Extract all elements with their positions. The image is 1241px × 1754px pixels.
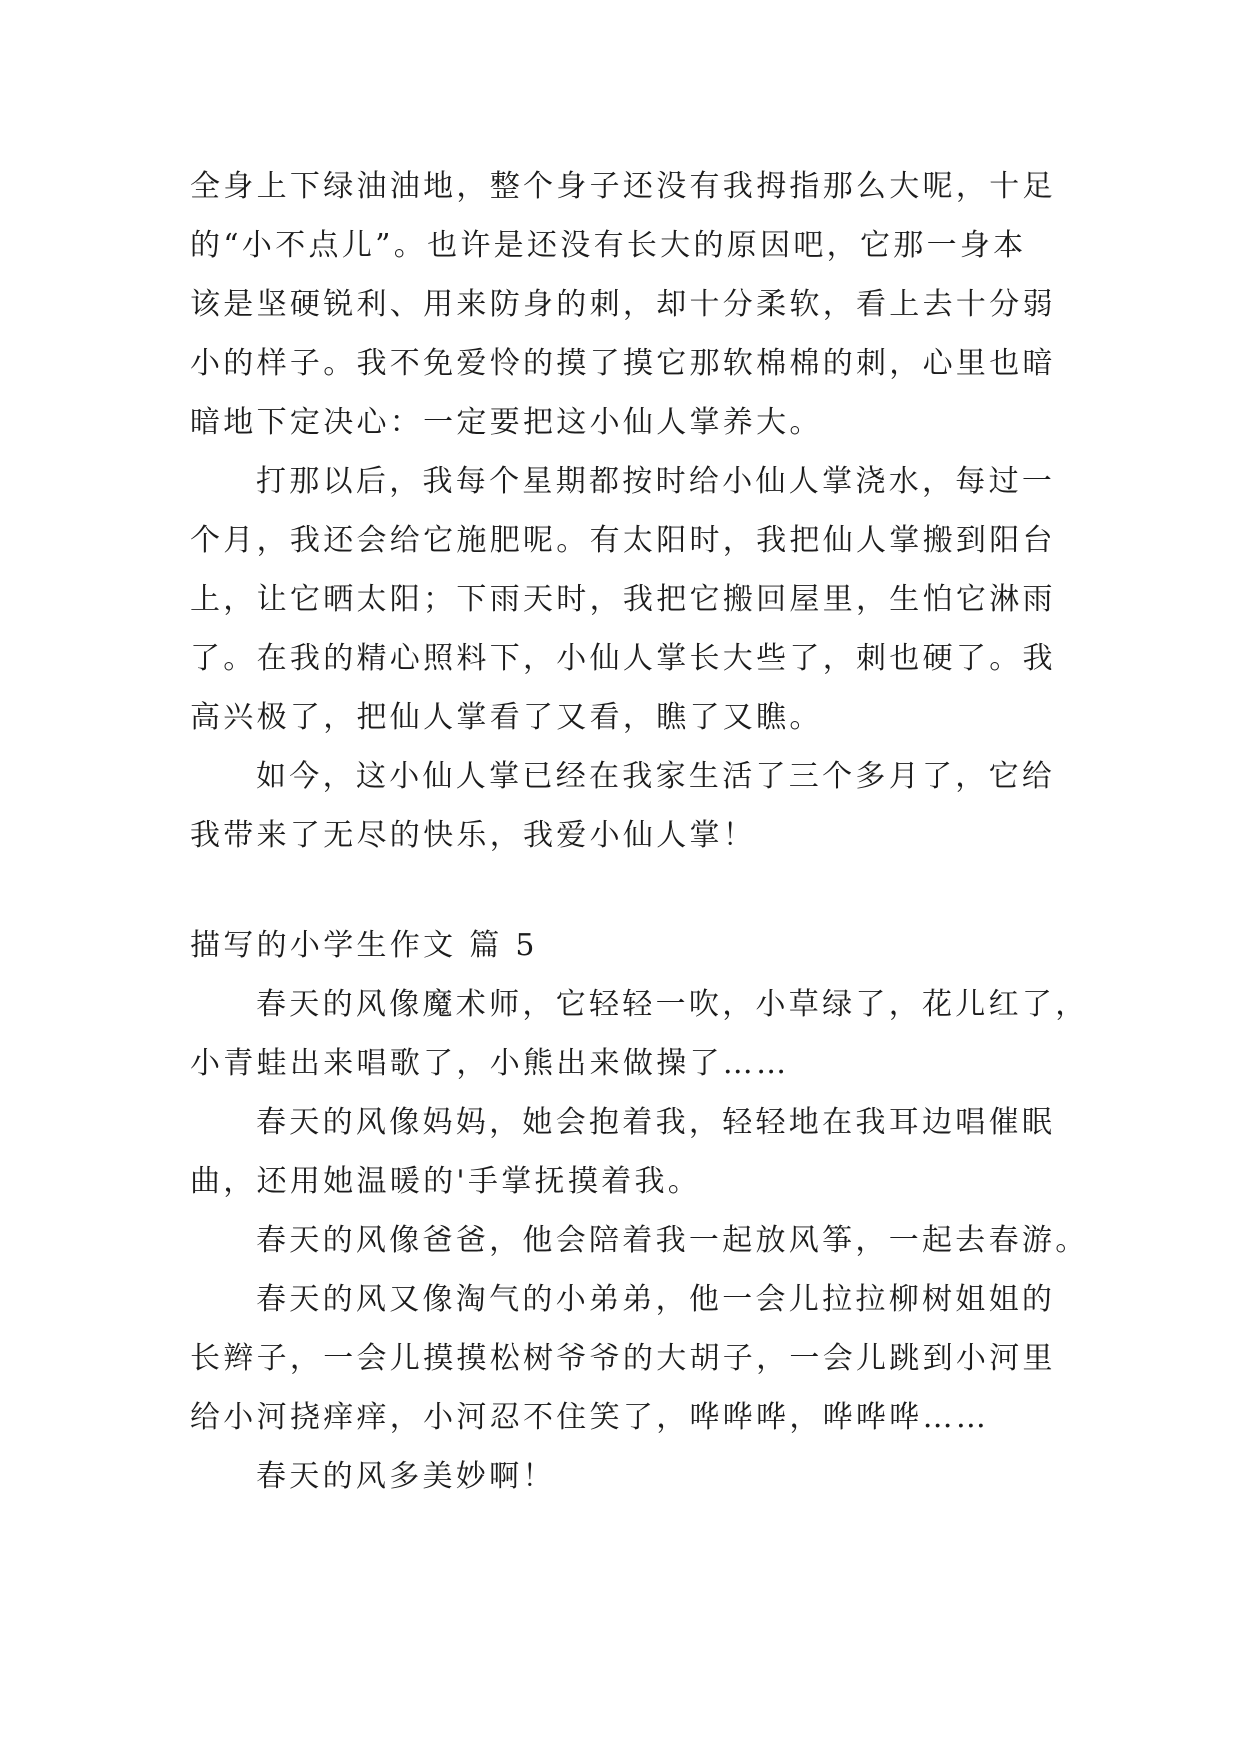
essay-5 xyxy=(190,916,1089,1506)
paragraph xyxy=(190,975,1089,1093)
section-heading: 描写的小学生作文 篇 5 xyxy=(190,928,538,963)
text-line: 打那以后，我每个星期都按时给小仙人掌浇水，每过一 xyxy=(256,464,1056,499)
text-line: 个月，我还会给它施肥呢。有太阳时，我把仙人掌搬到阳台 xyxy=(190,523,1056,558)
text-line: 给小河挠痒痒，小河忍不住笑了，哗哗哗，哗哗哗…… xyxy=(190,1400,990,1435)
text-line: 春天的风多美妙啊！ xyxy=(256,1459,556,1494)
text-line: 暗地下定决心：一定要把这小仙人掌养大。 xyxy=(190,405,823,440)
text-line: 该是坚硬锐利、用来防身的刺，却十分柔软，看上去十分弱 xyxy=(190,287,1056,322)
text-line: 我带来了无尽的快乐，我爱小仙人掌！ xyxy=(190,818,757,853)
text-line: 春天的风像妈妈，她会抱着我，轻轻地在我耳边唱催眠 xyxy=(256,1105,1056,1140)
text-line: 小青蛙出来唱歌了，小熊出来做操了…… xyxy=(190,1046,790,1081)
essay-4-continuation xyxy=(190,157,1060,865)
text-line: 春天的风又像淘气的小弟弟，他一会儿拉拉柳树姐姐的 xyxy=(256,1282,1056,1317)
paragraph xyxy=(190,1093,1060,1211)
text-line: 如今，这小仙人掌已经在我家生活了三个多月了，它给 xyxy=(256,759,1056,794)
text-line: 的“小不点儿”。也许是还没有长大的原因吧，它那一身本 xyxy=(190,228,1027,263)
paragraph xyxy=(190,747,1060,865)
text-line: 高兴极了，把仙人掌看了又看，瞧了又瞧。 xyxy=(190,700,823,735)
text-line: 春天的风像魔术师，它轻轻一吹，小草绿了，花儿红了， xyxy=(256,987,1089,1022)
paragraph xyxy=(190,1270,1060,1447)
text-line: 小的样子。我不免爱怜的摸了摸它那软棉棉的刺，心里也暗 xyxy=(190,346,1056,381)
text-line: 春天的风像爸爸，他会陪着我一起放风筝，一起去春游。 xyxy=(256,1223,1089,1258)
text-line: 长辫子，一会儿摸摸松树爷爷的大胡子，一会儿跳到小河里 xyxy=(190,1341,1056,1376)
paragraph xyxy=(190,452,1060,747)
text-line: 了。在我的精心照料下，小仙人掌长大些了，刺也硬了。我 xyxy=(190,641,1056,676)
text-line: 上，让它晒太阳；下雨天时，我把它搬回屋里，生怕它淋雨 xyxy=(190,582,1056,617)
paragraph xyxy=(190,1447,1060,1506)
paragraph xyxy=(190,157,1060,452)
text-line: 全身上下绿油油地，整个身子还没有我拇指那么大呢，十足 xyxy=(190,169,1056,204)
paragraph xyxy=(190,1211,1089,1270)
text-line: 曲，还用她温暖的'手掌抚摸着我。 xyxy=(190,1164,702,1199)
